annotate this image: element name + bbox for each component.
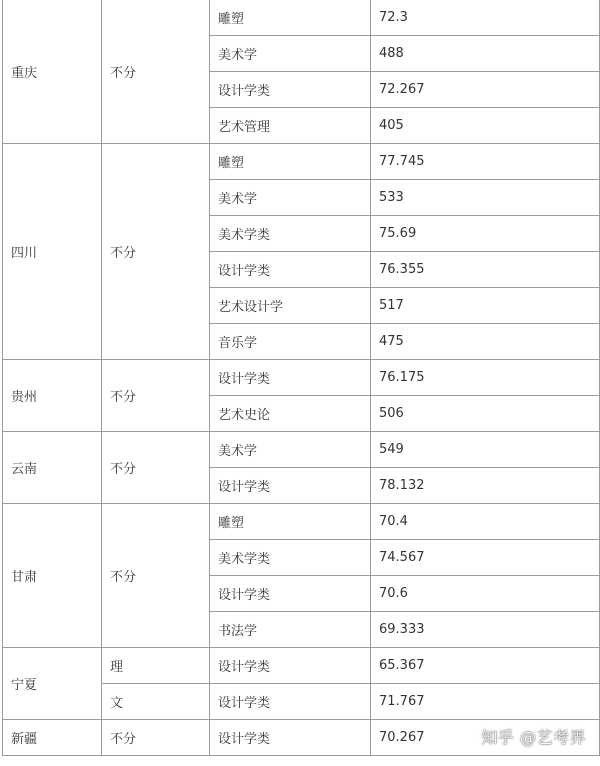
score-cell: 76.355 [371, 252, 600, 288]
major-cell: 美术学 [210, 36, 371, 72]
score-cell: 475 [371, 324, 600, 360]
score-cell: 65.367 [371, 648, 600, 684]
score-cell: 533 [371, 180, 600, 216]
major-cell: 美术学类 [210, 216, 371, 252]
major-cell: 设计学类 [210, 684, 371, 720]
score-cell: 488 [371, 36, 600, 72]
score-cell: 549 [371, 432, 600, 468]
province-cell: 贵州 [3, 360, 102, 432]
table-row [3, 0, 600, 36]
province-cell: 甘肃 [3, 504, 102, 648]
major-cell: 雕塑 [210, 504, 371, 540]
score-cell: 70.6 [371, 576, 600, 612]
category-cell: 不分 [102, 432, 210, 504]
table-row [3, 360, 600, 396]
score-table [2, 0, 600, 756]
major-cell: 设计学类 [210, 360, 371, 396]
table-row [3, 432, 600, 468]
score-cell: 69.333 [371, 612, 600, 648]
province-cell: 新疆 [3, 720, 102, 756]
province-cell: 云南 [3, 432, 102, 504]
major-cell: 艺术史论 [210, 396, 371, 432]
major-cell: 设计学类 [210, 468, 371, 504]
major-cell: 美术学类 [210, 540, 371, 576]
score-cell: 72.3 [371, 0, 600, 36]
category-cell: 不分 [102, 0, 210, 144]
score-cell: 517 [371, 288, 600, 324]
score-cell: 405 [371, 108, 600, 144]
score-cell: 70.4 [371, 504, 600, 540]
category-cell: 不分 [102, 144, 210, 360]
major-cell: 美术学 [210, 180, 371, 216]
major-cell: 设计学类 [210, 72, 371, 108]
major-cell: 设计学类 [210, 720, 371, 756]
score-cell: 71.767 [371, 684, 600, 720]
table-row [3, 144, 600, 180]
major-cell: 书法学 [210, 612, 371, 648]
major-cell: 雕塑 [210, 0, 371, 36]
score-cell: 76.175 [371, 360, 600, 396]
score-cell: 74.567 [371, 540, 600, 576]
province-cell: 四川 [3, 144, 102, 360]
province-cell: 重庆 [3, 0, 102, 144]
table-row [3, 504, 600, 540]
score-cell: 78.132 [371, 468, 600, 504]
category-cell: 不分 [102, 360, 210, 432]
category-cell: 文 [102, 684, 210, 720]
table-row [3, 648, 600, 684]
category-cell: 不分 [102, 504, 210, 648]
score-cell: 506 [371, 396, 600, 432]
category-cell: 理 [102, 648, 210, 684]
major-cell: 雕塑 [210, 144, 371, 180]
province-cell: 宁夏 [3, 648, 102, 720]
major-cell: 设计学类 [210, 252, 371, 288]
major-cell: 艺术设计学 [210, 288, 371, 324]
major-cell: 美术学 [210, 432, 371, 468]
score-cell: 75.69 [371, 216, 600, 252]
major-cell: 艺术管理 [210, 108, 371, 144]
category-cell: 不分 [102, 720, 210, 756]
major-cell: 音乐学 [210, 324, 371, 360]
watermark: 知乎 @艺考界 [481, 728, 586, 747]
major-cell: 设计学类 [210, 648, 371, 684]
major-cell: 设计学类 [210, 576, 371, 612]
score-cell: 70.267 [371, 720, 600, 756]
score-cell: 77.745 [371, 144, 600, 180]
score-cell: 72.267 [371, 72, 600, 108]
